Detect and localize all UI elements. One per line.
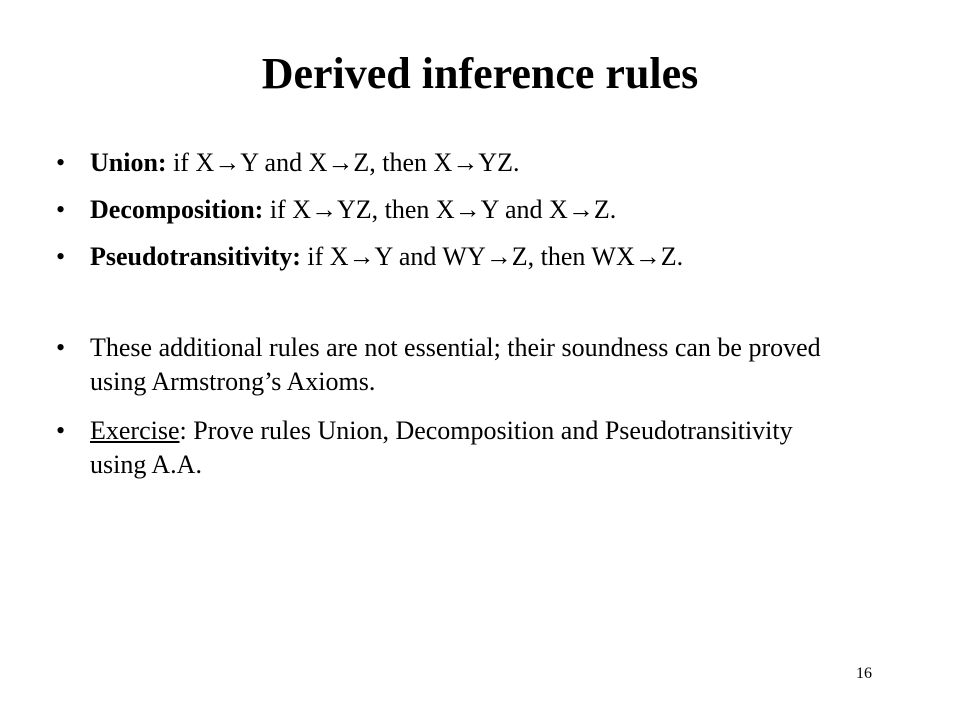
rule-description-pseudotransitivity: if X→Y and WY→Z, then WX→Z.	[300, 242, 684, 271]
bullet-pseudotransitivity	[56, 240, 836, 274]
bullet-soundness-note	[56, 331, 836, 399]
bullet-text	[90, 193, 836, 227]
bullet-dot: •	[56, 195, 66, 224]
bullet-text	[90, 146, 836, 180]
rule-description-decomposition: if X→YZ, then X→Y and X→Z.	[263, 195, 617, 224]
exercise-description: : Prove rules Union, Decomposition and Pseudotransitivity using A.A.	[90, 416, 793, 479]
bullet-dot: •	[56, 333, 66, 362]
bullet-text	[90, 414, 836, 482]
soundness-note-text: These additional rules are not essential; their soundness can be proved using Armstrong’s Axioms.	[90, 333, 821, 396]
rule-description-union: if X→Y and X→Z, then X→YZ.	[166, 148, 520, 177]
exercise-term: Exercise	[90, 416, 180, 445]
bullet-dot: •	[56, 148, 66, 177]
rule-term-decomposition: Decomposition:	[90, 195, 264, 224]
page-number: 16	[856, 665, 872, 682]
rule-term-union: Union:	[90, 148, 167, 177]
bullet-decomposition	[56, 193, 836, 227]
bullet-dot: •	[56, 242, 66, 271]
slide-title: Derived inference rules	[261, 49, 699, 98]
rule-term-pseudotransitivity: Pseudotransitivity:	[90, 242, 301, 271]
bullet-union	[56, 146, 836, 180]
bullet-dot: •	[56, 416, 66, 445]
bullet-text	[90, 240, 836, 274]
bullet-exercise	[56, 414, 836, 482]
